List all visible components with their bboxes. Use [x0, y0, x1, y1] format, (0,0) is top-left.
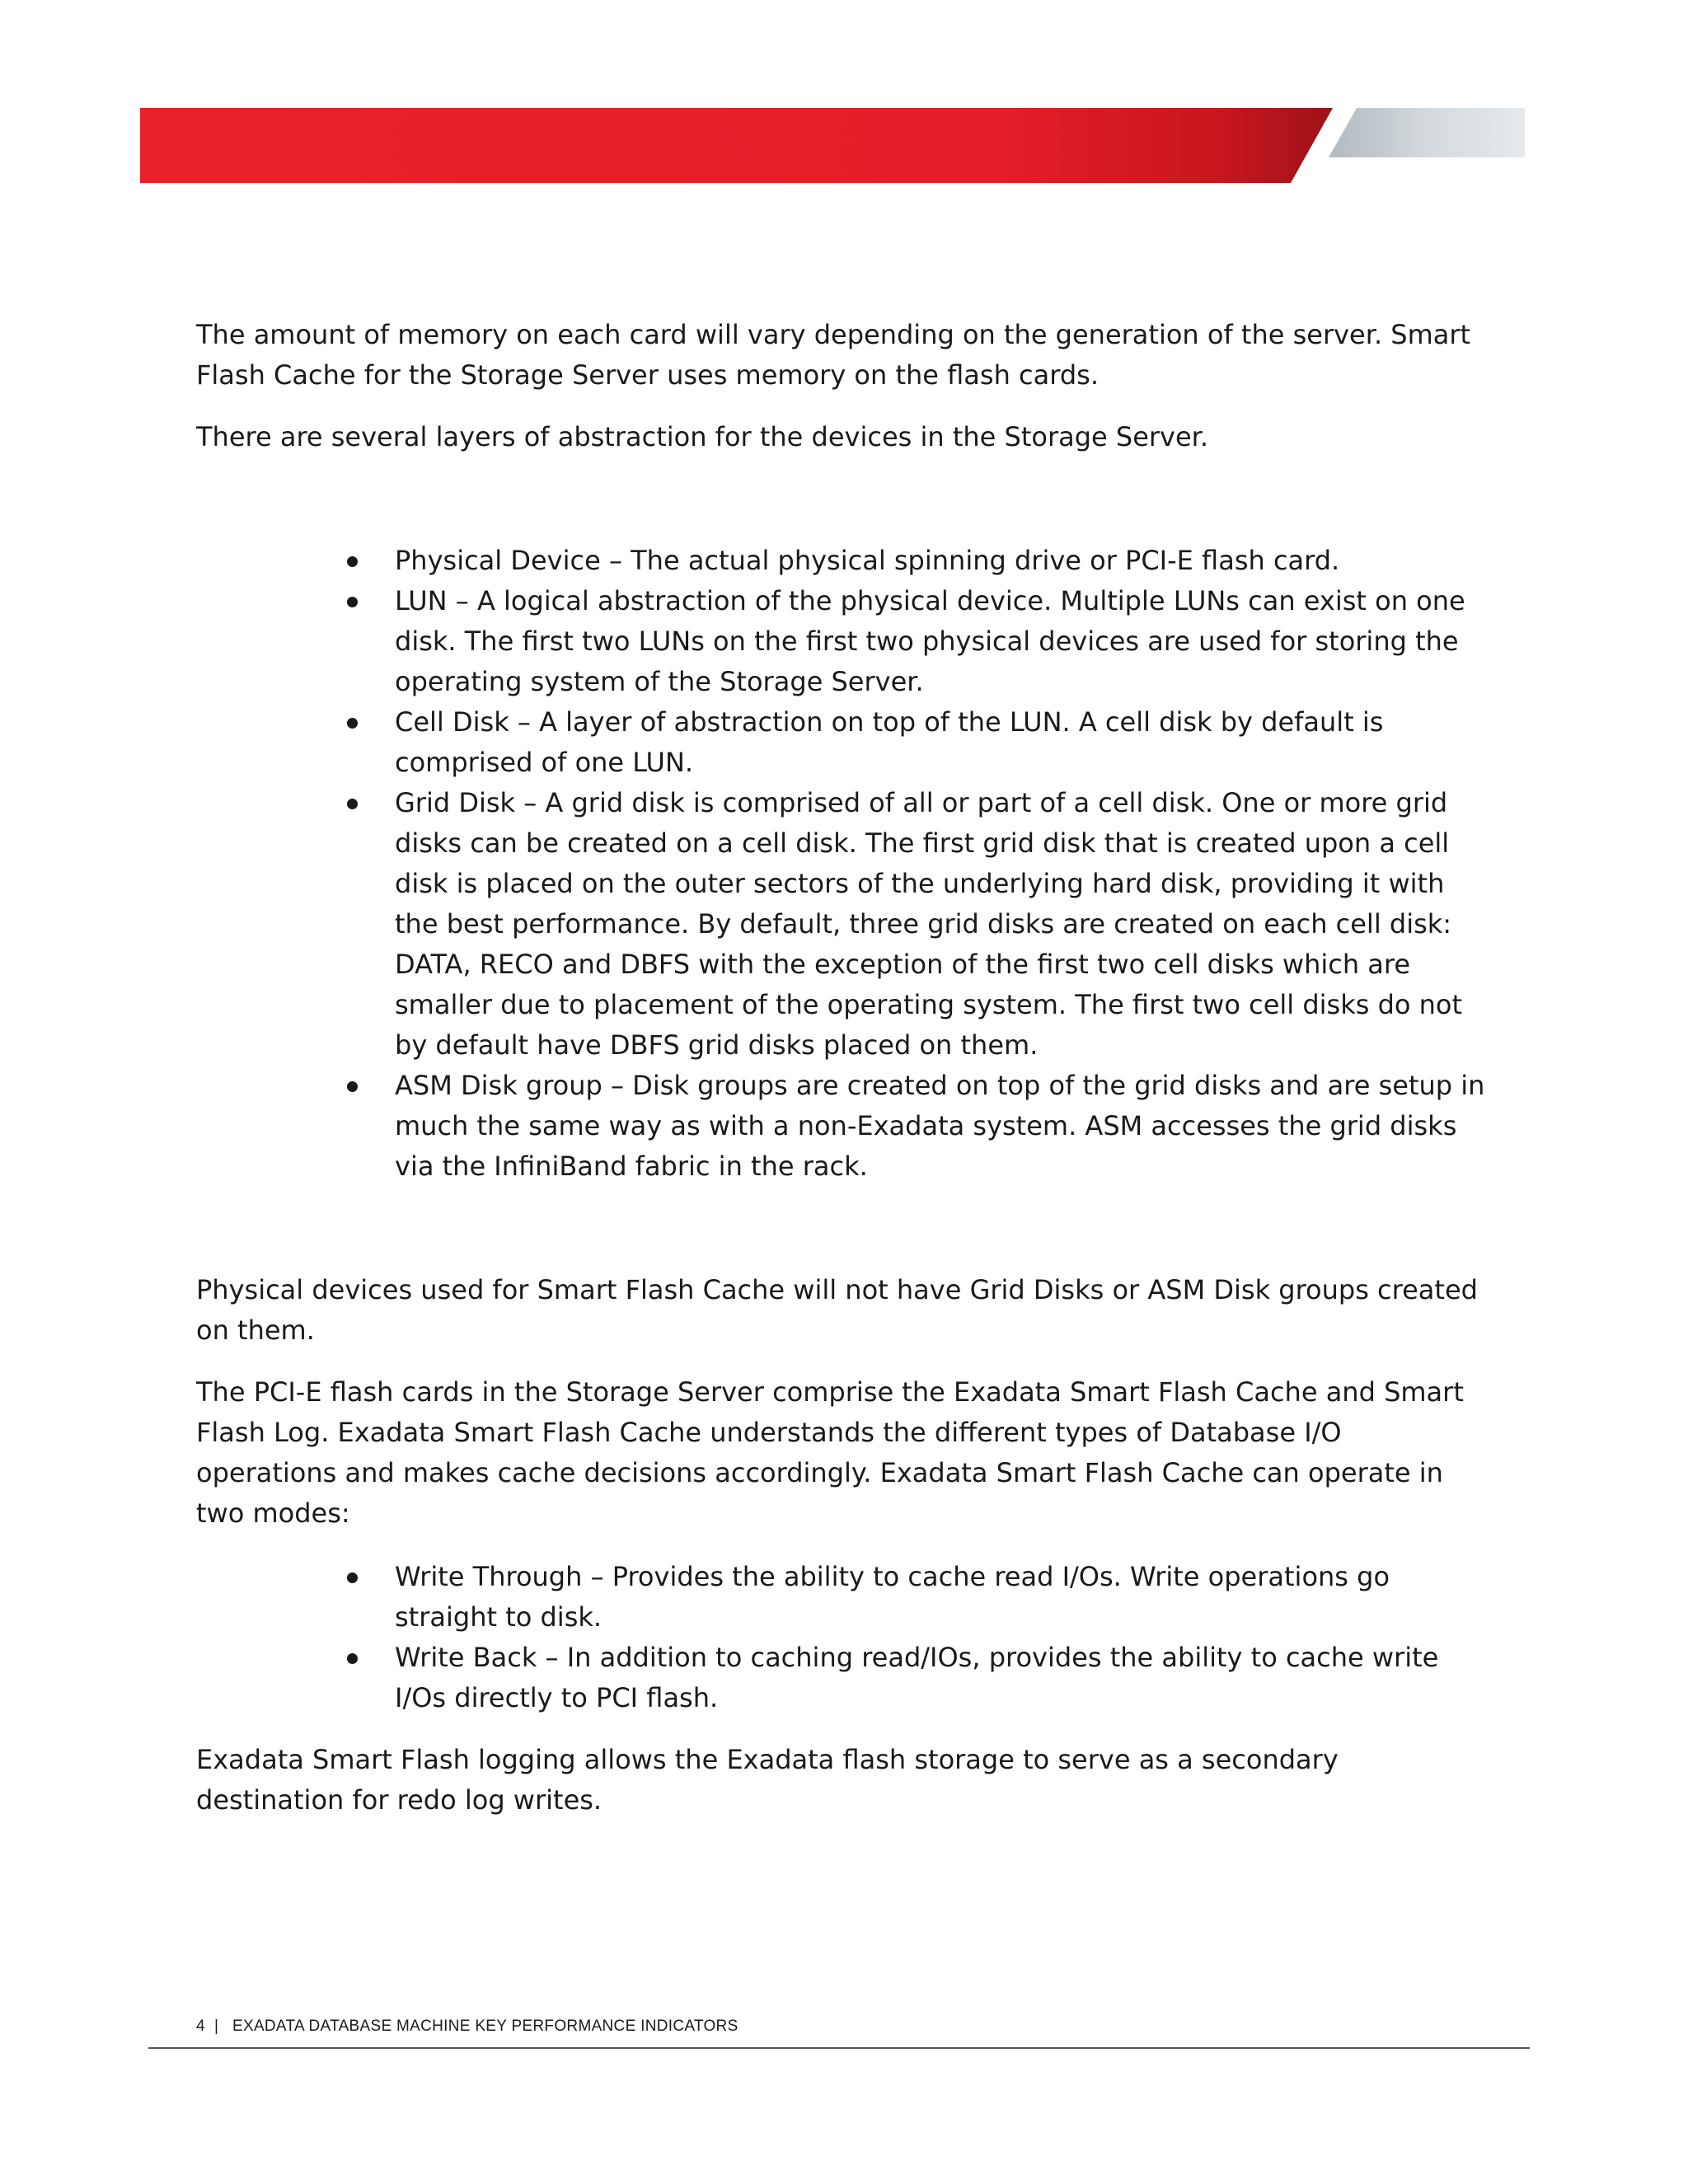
paragraph-physical-devices: Physical devices used for Smart Flash Cache will not have Grid Disks or ASM Disk groups created on them. [196, 1274, 1478, 1346]
bullet-icon [347, 1653, 358, 1664]
footer-divider [148, 2047, 1530, 2049]
abstraction-layers-list [347, 541, 1489, 1187]
list-item: Write Through – Provides the ability to cache read I/Os. Write operations go straight to disk. [347, 1557, 1489, 1638]
paragraph-flash-logging: Exadata Smart Flash logging allows the Exadata flash storage to serve as a secondary destination for redo log writes. [196, 1744, 1339, 1816]
list-item: LUN – A logical abstraction of the physical device. Multiple LUNs can exist on one disk. The first two LUNs on the first two physical devices are used for storing the operating system of the Storage Server. [347, 581, 1489, 702]
header-red-stripe [140, 108, 1333, 183]
list-item: Cell Disk – A layer of abstraction on top of the LUN. A cell disk by default is comprised of one LUN. [347, 702, 1489, 783]
header-band-graphic [140, 108, 1525, 183]
cache-modes-list [347, 1557, 1489, 1718]
bullet-icon [347, 597, 358, 607]
bullet-icon [347, 1081, 358, 1092]
document-body [196, 315, 1485, 1821]
bullet-icon [347, 556, 358, 567]
paragraph-flash-cards: The PCI-E flash cards in the Storage Server comprise the Exadata Smart Flash Cache and Smart Flash Log. Exadata Smart Flash Cache understands the different types of Database I/O operations and makes cache decisions accordingly. Exadata Smart Flash Cache can operate in two modes: [196, 1376, 1464, 1529]
paragraph-abstraction-intro: There are several layers of abstraction for the devices in the Storage Server. [196, 421, 1209, 452]
header-gray-stripe [1329, 108, 1525, 157]
list-item: Write Back – In addition to caching read/IOs, provides the ability to cache write I/Os directly to PCI flash. [347, 1638, 1489, 1718]
paragraph-flash-memory: The amount of memory on each card will vary depending on the generation of the server. Smart Flash Cache for the Storage Server uses memory on the flash cards. [196, 319, 1471, 391]
bullet-icon [347, 1572, 358, 1583]
bullet-icon [347, 718, 358, 729]
list-item: ASM Disk group – Disk groups are created on top of the grid disks and are setup in much the same way as with a non-Exadata system. ASM accesses the grid disks via the InfiniBand fabric in the rack. [347, 1066, 1489, 1187]
list-item: Physical Device – The actual physical spinning drive or PCI-E flash card. [347, 541, 1489, 581]
header-band [140, 108, 1525, 183]
list-item: Grid Disk – A grid disk is comprised of all or part of a cell disk. One or more grid disks can be created on a cell disk. The first grid disk that is created upon a cell disk is placed on the outer sectors of the underlying hard disk, providing it with the best performance. By default, three grid disks are created on each cell disk: DATA, RECO and DBFS with the exception of the first two cell disks which are smaller due to placement of the operating system. The first two cell disks do not by default have DBFS grid disks placed on them. [347, 783, 1489, 1066]
bullet-icon [347, 799, 358, 809]
page-footer: 4 | EXADATA DATABASE MACHINE KEY PERFORMANCE INDICATORS [196, 2018, 738, 2035]
